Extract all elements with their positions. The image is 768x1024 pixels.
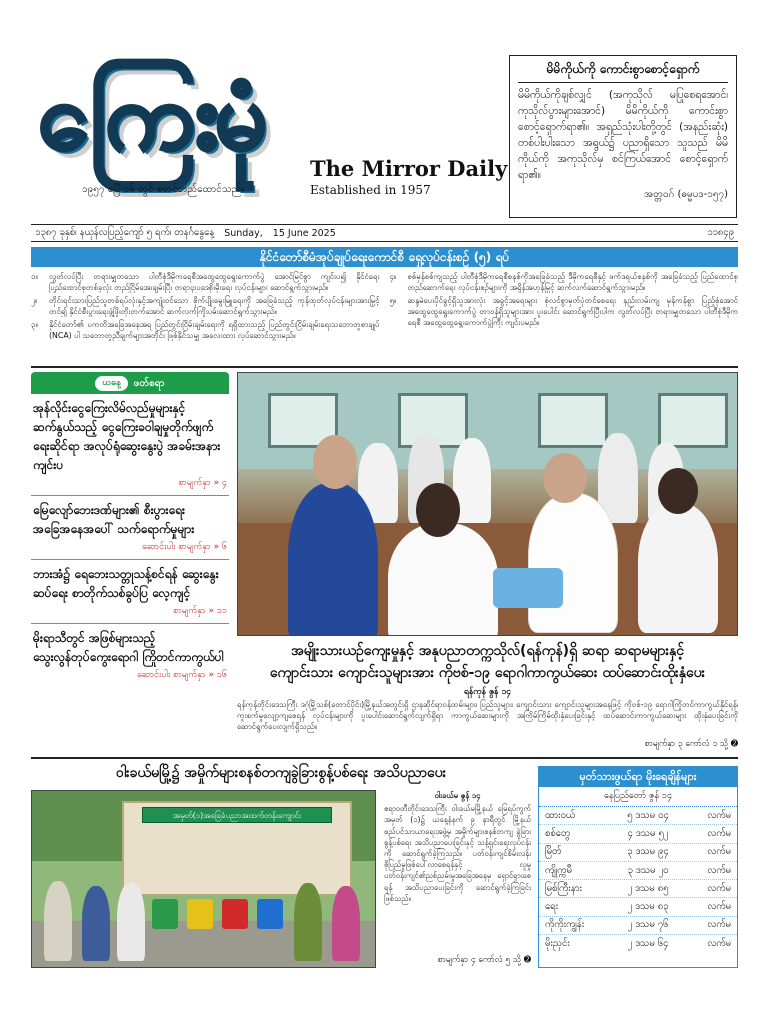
sidebar-story-page-ref: ဆောင်းပါး စာမျက်နှာ » ၁၆ bbox=[137, 670, 227, 680]
rainfall-row bbox=[539, 917, 737, 935]
rainfall-city: ရေး bbox=[545, 901, 559, 913]
main-byline: ရန်ကုန် ဇွန် ၁၄ bbox=[464, 687, 511, 697]
school-sign: အမှတ်(၁)အခြေခံပညာအထက်တန်းကျောင်း bbox=[142, 807, 332, 823]
rainfall-unit: လက်မ bbox=[707, 846, 731, 858]
photo-red-bin bbox=[222, 899, 248, 929]
quote-body: မိမိကိုယ်ကိုချစ်လျှင် (အကုသိုလ် မပြုစေရအောင်၊ ကုသိုလ်ပွားများအောင်) မိမိကိုယ်ကို ကောင်းစွာ စောင့်ရှောက်ရာ၏။ အရှည်သုံးပါးတို့တွင် (အနည်းဆုံး) တစ်ပါးပါးသော အရွယ်၌ ပညာရှိသော သူသည် မိမိကိုယ်ကို အကုသိုလ်မှ စင်ကြယ်အောင် စောင့်ရှောက်ရာ၏။ bbox=[518, 89, 728, 181]
objective-number: ၁။ bbox=[31, 272, 38, 281]
rainfall-value: ၂ ဒသမ ၈၃ bbox=[627, 901, 669, 913]
sidebar-story-page-ref: စာမျက်နှာ » ၁၁ bbox=[173, 606, 227, 616]
photo-person bbox=[82, 886, 110, 961]
quote-title: မိမိကိုယ်ကို ကောင်းစွာစောင့်ရှောက် bbox=[518, 61, 728, 83]
rainfall-unit: လက်မ bbox=[707, 827, 731, 839]
rainfall-row bbox=[539, 862, 737, 880]
objective-number: ၅။ bbox=[389, 296, 397, 305]
established-line: Established in 1957 bbox=[310, 183, 431, 197]
sidebar-story-headline: ဘားအံ၌ ရေဘေးသတ္တုသန့်စင်ရန် ဆွေးနွေးဆပ်ရေး စာတိုက်သစ်ခွပ်ပြ လေ့ကျင့် bbox=[33, 567, 219, 600]
sidebar-story[interactable] bbox=[31, 624, 229, 687]
photo-window bbox=[658, 393, 728, 448]
objective-item bbox=[31, 295, 380, 317]
sidebar-story-page-ref: ဆောင်းပါး စာမျက်နှာ » ၆ bbox=[142, 542, 227, 552]
objectives-list bbox=[31, 271, 738, 363]
sidebar-story-headline: မြေလျော်ဘေးဒဏ်များ၏ စီးပွားရေး အခြေအနေအပေါ် သက်ရောက်မှုများ bbox=[33, 503, 195, 536]
rainfall-row bbox=[539, 844, 737, 862]
objective-item bbox=[31, 271, 380, 293]
photo-person bbox=[332, 886, 360, 961]
main-body: ရန်ကုန်တိုင်းဒေသကြီး ဒဂုံမြို့သစ်(တောင်ပိုင်း)မြို့နယ်အတွင်းရှိ ဌာနဆိုင်ရာဝန်ထမ်းများ၊ ပြည်သူများ၊ ကျောင်းသား ကျောင်းသူများအနေဖြင့် ကိုဗစ်-၁၉ ရောဂါကြိုတင်ကာကွယ်နိုင်ရန်၊ ကူးစက်မှုလျော့ကျစေရန် လုပ်ငန်းများကို ပူးပေါင်းဆောင်ရွက်လျက်ရှိရာ ကာကွယ်ဆေးများကို အကြိမ်ကြိမ်ထိုးနှံပေးခြင်းနှင့် ထပ်ဆောင်းကာကွယ်ဆေးများ ထိုးနှံပေးခြင်းကို ဆောင်ရွက်ပေးလျက်ရှိသည်။ bbox=[237, 700, 738, 731]
rainfall-row bbox=[539, 935, 737, 953]
rainfall-table bbox=[538, 766, 738, 968]
rainfall-row bbox=[539, 807, 737, 825]
rainfall-city: ကျိုက္ကမီ bbox=[545, 864, 572, 876]
photo-window bbox=[538, 393, 608, 448]
dhamma-quote-box bbox=[509, 55, 737, 218]
sidebar-story[interactable] bbox=[31, 496, 229, 560]
dateline-day: Sunday, bbox=[224, 227, 263, 239]
photo-person-official bbox=[288, 483, 378, 636]
newspaper-logo: ကြေးမုံ bbox=[38, 63, 264, 170]
rainfall-subtitle: နေပြည်တော် ဇွန် ၁၄ bbox=[539, 787, 737, 807]
objective-item bbox=[390, 271, 739, 293]
photo-head bbox=[543, 453, 587, 503]
sidebar-story[interactable] bbox=[31, 560, 229, 624]
objective-text: ဆန္ဒမဲပေးပိုင်ခွင့်ရှိသူအားလုံး အခွင့်အရေးများ စုံလင်စွာမှတ်ပုံတင်စေရေး နည်းလမ်းကျ မှန်ကန်စွာ ပြည့်စုံအောင် အထွေထွေရွေးကောက်ပွဲ တာဝန်ရှိသူများအား ပူးပေါင်း ဆောင်ရွက်ပြီးပါက လွတ်လပ်ပြီး တရားမျှတသော ပါတီစုံဒီမိုကရေစီ အထွေထွေရွေးကောက်ပွဲကြီး ကျင်းပမည်။ bbox=[407, 296, 738, 327]
waste-sorting-photo bbox=[31, 790, 376, 968]
main-headline-line-2: ကျောင်းသား ကျောင်းသူများအား ကိုဗစ်-၁၉ ရောဂါကာကွယ်ဆေး ထပ်ဆောင်းထိုးနှံပေး bbox=[269, 665, 706, 681]
section-divider bbox=[31, 757, 738, 759]
main-headline[interactable] bbox=[237, 640, 738, 684]
photo-person bbox=[44, 881, 72, 961]
photo-head bbox=[416, 483, 460, 537]
quote-source: အတ္တဝဂ် (ဓမ္မပဒ-၁၅၇) bbox=[644, 189, 728, 200]
founded-line: ၁၉၅၇ ဧပြီ ၁၆ တွင် စတင်တည်ထောင်သည်။ bbox=[82, 184, 245, 195]
objectives-banner: နိုင်ငံတော်စီမံအုပ်ချုပ်ရေးကောင်စီ ရှေ့လုပ်ငန်းစဉ် (၅) ရပ် bbox=[31, 247, 738, 267]
bottom-continued-link[interactable]: စာမျက်နှာ ၄ ကော်လံ ၅ သို့ ➋ bbox=[437, 955, 531, 965]
sidebar-story-headline: အုန်လိုင်းငွေကြေးလိမ်လည်မှုများနှင့် ဆက်နွယ်သည့် ငွေကြေးခဝါချမှုတိုက်ဖျက်ရေးဆိုင်ရာ အလုပ်ရုံဆွေးနွေးပွဲ အခမ်းအနား ကျင်းပ bbox=[33, 401, 221, 472]
objectives-column-left bbox=[31, 271, 380, 363]
objective-text: နိုင်ငံတော်၏ ပကတိအခြေအနေအရ ပြည်တွင်းငြိမ်းချမ်းရေးကို ရရှိထားသည့် ပြည်တွင်းငြိမ်းချမ်းရေးသဘောတူစာချုပ် (NCA) ပါ သဘောတူညီချက်များအတိုင်း ဖြစ်နိုင်သမျှ အလေးထား လုပ်ဆောင်သွားမည်။ bbox=[49, 320, 380, 340]
sidebar-story[interactable] bbox=[31, 394, 229, 496]
main-headline-line-1: အမျိုးသားယဉ်ကျေးမှုနှင့် အနုပညာတက္ကသိုလ်(ရန်ကုန်)ရှိ ဆရာ ဆရာမများနှင့် bbox=[290, 643, 685, 659]
sidebar-story-page-ref: စာမျက်နှာ » ၄ bbox=[178, 478, 227, 488]
dateline-issue: ၁၁၈၄၉ bbox=[707, 227, 734, 238]
bottom-byline: ဝါးခယ်မ ဇွန် ၁၄ bbox=[434, 791, 481, 800]
rainfall-unit: လက်မ bbox=[707, 882, 731, 894]
rainfall-unit: လက်မ bbox=[707, 919, 731, 931]
sidebar-label: ဖတ်စရာ bbox=[133, 377, 165, 389]
rainfall-value: ၂ ဒသမ ၆၄ bbox=[627, 938, 669, 950]
rainfall-unit: လက်မ bbox=[707, 809, 731, 821]
photo-person bbox=[117, 883, 145, 961]
objective-number: ၂။ bbox=[31, 296, 38, 305]
rainfall-title: မှတ်သားဖွယ်ရာ မိုးရေချိန်များ bbox=[539, 767, 737, 787]
dateline-volume: ၁၃၈၇ ခုနှစ်၊ နယုန်လပြည့်ကျော် ၅ ရက်၊ တနင်္ဂနွေနေ့ bbox=[35, 227, 215, 238]
rainfall-value: ၅ ဒသမ ၀၄ bbox=[627, 809, 669, 821]
dateline bbox=[31, 224, 738, 242]
rainfall-row bbox=[539, 898, 737, 916]
photo-head bbox=[313, 435, 357, 489]
rainfall-city: ထားဝယ် bbox=[545, 809, 576, 821]
photo-person bbox=[294, 883, 322, 961]
objective-text: လွတ်လပ်ပြီး တရားမျှတသော ပါတီစုံဒီမိုကရေစီအထွေထွေရွေးကောက်ပွဲ အောင်မြင်စွာ ကျင်းပ၍ နိုင်ငံရေး ပြည်ထောင်စုတစ်ခုလုံး တည်ငြိမ်အေးချမ်းပြီး တရားဥပဒေစိုးမိုးရေး လုပ်ငန်းများ ဆောင်ရွက်သွားမည်။ bbox=[49, 272, 380, 292]
objective-item bbox=[390, 295, 739, 328]
photo-head bbox=[658, 468, 698, 514]
photo-yellow-bin bbox=[187, 899, 213, 929]
dateline-date: 15 June 2025 bbox=[272, 227, 336, 239]
rainfall-value: ၃ ဒသမ ၂၀ bbox=[627, 864, 669, 876]
sidebar-today-pill: ယနေ့ bbox=[95, 376, 127, 391]
rainfall-value: ၂ ဒသမ ၇၆ bbox=[627, 919, 669, 931]
rainfall-city: စစ်တွေ bbox=[545, 827, 571, 839]
objective-text: စစ်မှန်စစ်ကျသည့် ပါတီစုံဒီမိုကရေစီစနစ်ကိုအခြေခံသည့် ဒီမိုကရေစီနှင့် ဖက်ဒရယ်စနစ်ကို အခြေခံသည့် ပြည်ထောင်စုတည်ဆောက်ရေး လုပ်ငန်းစဉ်များကို အရှိန်အဟုန်မြှင့် ဆက်လက်ဆောင်ရွက်သွားမည်။ bbox=[407, 272, 738, 292]
rainfall-value: ၂ ဒသမ ၈၅ bbox=[627, 882, 669, 894]
bottom-body bbox=[384, 790, 531, 950]
objective-text: တိုင်းရင်းသားပြည်သူတစ်ရပ်လုံးနှင့်အကျုံးဝင်သော စိုက်ပျိုးမွေးမြူရေးကို အခြေခံသည့် ကုန်ထုတ်လုပ်ငန်းများအားမြှင့်တင်၍ နိုင်ငံစီးပွားရေးဖွံ့ဖြိုးတိုးတက်အောင် ဆက်လက်ကြိုးပမ်းဆောင်ရွက်သွားမည်။ bbox=[49, 296, 380, 316]
sidebar-header bbox=[31, 372, 229, 394]
masthead bbox=[38, 62, 508, 197]
bottom-body-text: ဧရာဝတီတိုင်းဒေသကြီး ဝါးခယ်မမြို့နယ် မြေရပ်ကွက်အမှတ် (၁)၌ ယနေ့နံနက် ၉ နာရီတွင် မြို့နယ်စည်ပင်သာယာရေးအဖွဲ့မှ အမှိုက်များစနစ်တကျ ခွဲခြားစွန့်ပစ်ရေး အသိပညာပေးခြင်းနှင့် သန့်ရှင်းရေးလုပ်ငန်းကို ဆောင်ရွက်ခဲ့ကြသည်။ ပတ်ဝန်းကျင်စိမ်းလန်းစိုပြည်မှုဖြစ်ပေါ်လာစေရန်နှင့် လူမှုပတ်ဝန်းကျင်၏ညစ်ညမ်းမှုအခြေအနေမှ ရှောင်ရှားစေရန် အသိပညာပေးခြင်းကို ဆောင်ရွက်ခဲ့ကြခြင်းဖြစ်သည်။ bbox=[384, 804, 531, 903]
english-title: The Mirror Daily bbox=[310, 156, 508, 181]
rainfall-city: မြိတ် bbox=[545, 846, 562, 858]
rainfall-value: ၄ ဒသမ ၅၂ bbox=[627, 827, 669, 839]
sidebar-story-headline: မိုးရာသီတွင် အဖြစ်များသည့် သွေးလွန်တုပ်ကွေးရောဂါ ကြိုတင်ကာကွယ်ပါ bbox=[33, 631, 224, 664]
rainfall-row bbox=[539, 880, 737, 898]
rainfall-value: ၃ ဒသမ ၉၄ bbox=[627, 846, 669, 858]
main-continued-link[interactable]: စာမျက်နှာ ၃ ကော်လံ ၁ သို့ ➋ bbox=[644, 739, 738, 749]
rainfall-unit: လက်မ bbox=[707, 901, 731, 913]
vaccination-photo bbox=[237, 372, 738, 636]
rainfall-city: ကိုကိုးကျွန်း bbox=[545, 919, 585, 931]
todays-reads-sidebar bbox=[31, 372, 229, 754]
bottom-headline[interactable]: ဝါးခယ်မမြို့၌ အမှိုက်များစနစ်တကျခွဲခြားစွန့်ပစ်ရေး အသိပညာပေး bbox=[115, 765, 447, 781]
photo-blue-bin bbox=[257, 899, 283, 929]
rainfall-unit: လက်မ bbox=[707, 864, 731, 876]
objective-number: ၄။ bbox=[389, 272, 397, 281]
photo-person-nurse bbox=[528, 493, 618, 633]
rainfall-unit: လက်မ bbox=[707, 938, 731, 950]
objectives-column-right bbox=[390, 271, 739, 363]
rainfall-city: မြစ်ကြီးနား bbox=[545, 882, 582, 894]
rainfall-row bbox=[539, 825, 737, 843]
photo-vaccine-box bbox=[493, 568, 563, 608]
section-divider bbox=[31, 366, 738, 368]
rainfall-city: မိုးညှင်း bbox=[545, 938, 570, 950]
objective-item bbox=[31, 319, 380, 341]
photo-person bbox=[638, 503, 718, 633]
photo-person-student bbox=[388, 523, 498, 636]
objective-number: ၃။ bbox=[31, 320, 38, 329]
photo-green-bin bbox=[152, 899, 178, 929]
